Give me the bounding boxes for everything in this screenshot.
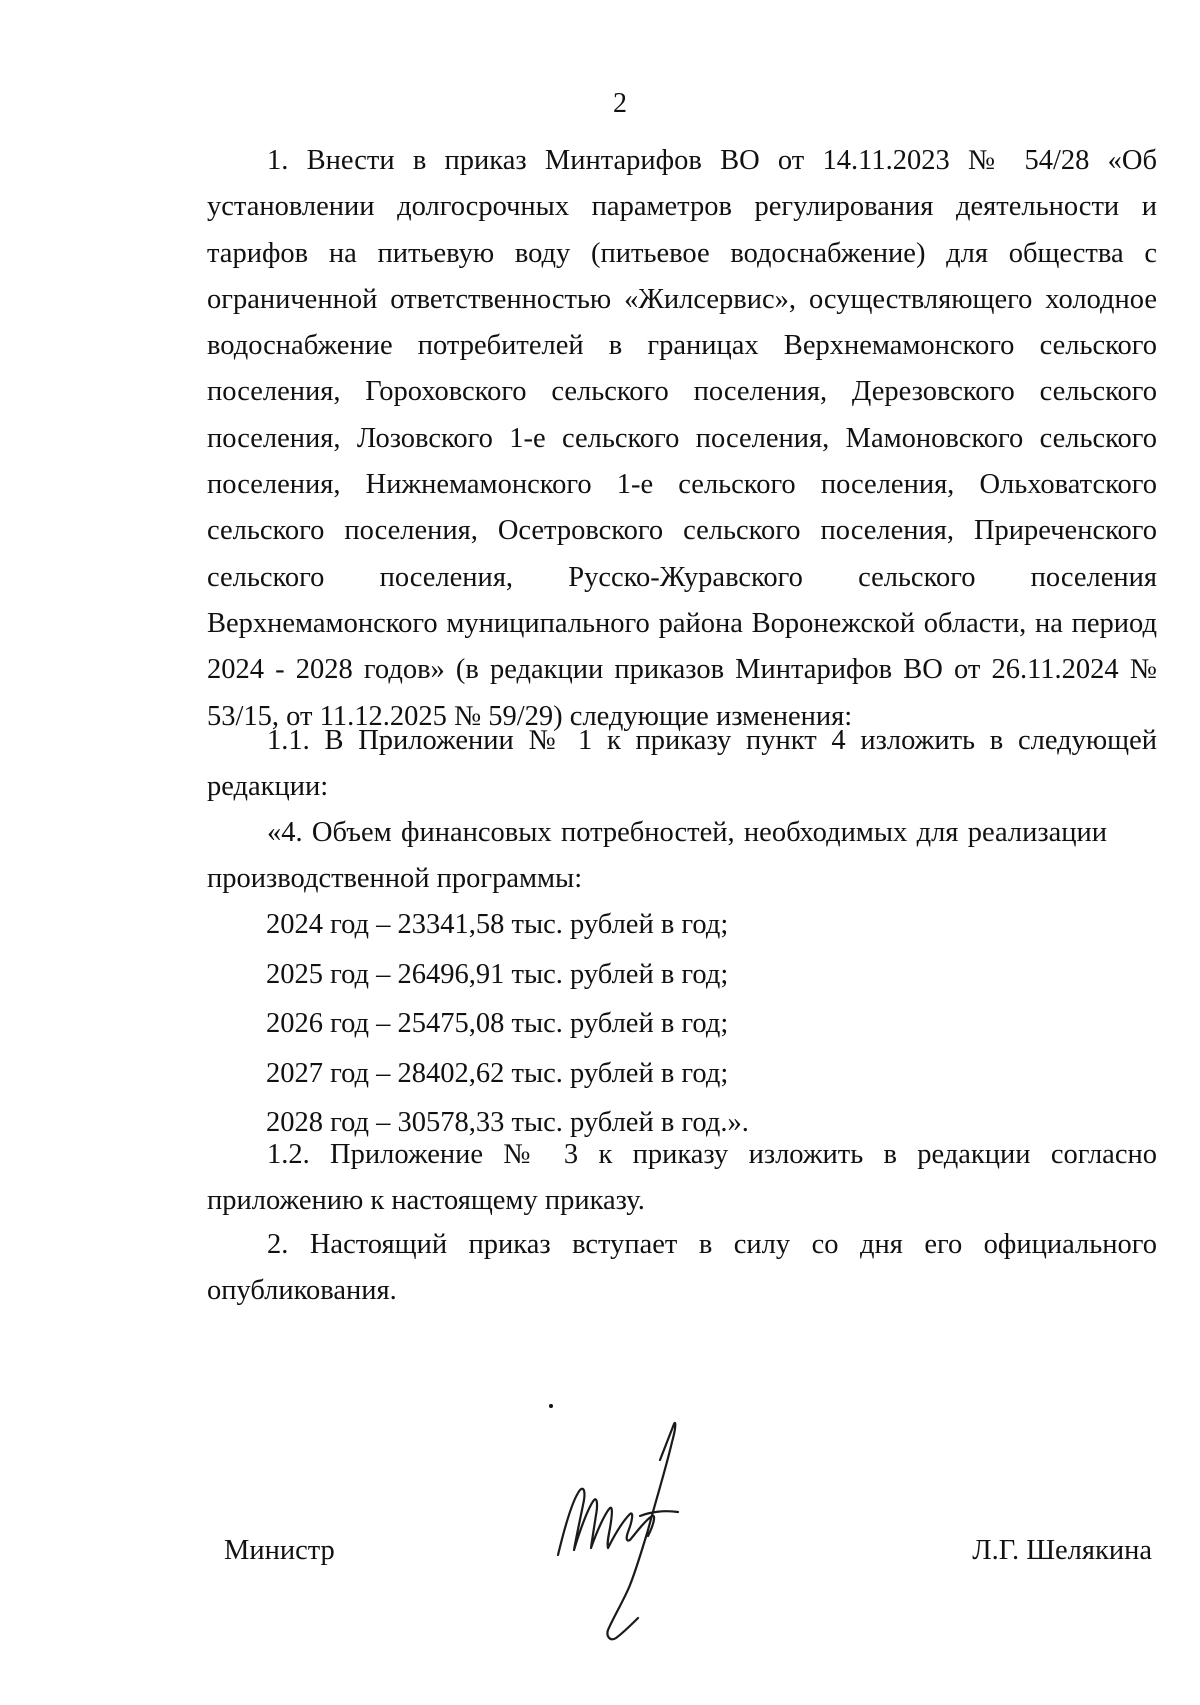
financial-item: 2028 год – 30578,33 тыс. рублей в год.».	[266, 1107, 749, 1138]
paragraph-1-1: 1.1. В Приложении № 1 к приказу пункт 4 изложить в следующей редакции:	[207, 725, 1157, 803]
signature-title: Министр	[224, 1535, 335, 1566]
financial-item: 2024 год – 23341,58 тыс. рублей в год;	[266, 909, 729, 940]
paragraph-1-2: 1.2. Приложение № 3 к приказу изложить в редакции согласно приложению к настоящему приказу.	[207, 1139, 1157, 1217]
paragraph-2: 2. Настоящий приказ вступает в силу со дня его официального опубликования.	[207, 1229, 1157, 1307]
paragraph-1-1-block	[207, 718, 1157, 811]
paragraph-2-block	[207, 1222, 1157, 1315]
financial-list	[266, 900, 749, 1148]
signature-name: Л.Г. Шелякина	[972, 1535, 1152, 1566]
paragraph-1: 1. Внести в приказ Минтарифов ВО от 14.11.2023 № 54/28 «Об установлении долгосрочных параметров регулирования деятельности и тарифов на питьевую воду (питьевое водоснабжение) для общества с ограниченной ответственностью «Жилсервис», осуществляющего холодное водоснабжение потребителей в границах Верхнемамонского сельского поселения, Гороховского сельского поселения, Дерезовского сельского поселения, Лозовского 1-е сельского поселения, Мамоновского сельского поселения, Нижнемамонского 1-е сельского поселения, Ольховатского сельского поселения, Осетровского сельского поселения, Приреченского сельского поселения, Русско-Журавского сельского поселения Верхнемамонского муниципального района Воронежской области, на период 2024 - 2028 годов» (в редакции приказов Минтарифов ВО от 26.11.2024 № 53/15, от 11.12.2025 № 59/29) следующие изменения:	[207, 145, 1157, 732]
paragraph-1-block	[207, 138, 1157, 740]
handwritten-signature-icon	[550, 1420, 710, 1650]
paragraph-1-1-quote-block	[207, 810, 1107, 903]
page-number: 2	[613, 88, 627, 119]
paragraph-1-1-quote: «4. Объем финансовых потребностей, необходимых для реализации производственной программы:	[207, 817, 1107, 895]
paragraph-1-2-block	[207, 1132, 1157, 1225]
financial-item: 2025 год – 26496,91 тыс. рублей в год;	[266, 958, 729, 990]
financial-item: 2026 год – 25475,08 тыс. рублей в год;	[266, 1008, 729, 1039]
stray-mark	[549, 1404, 553, 1408]
financial-item: 2027 год – 28402,62 тыс. рублей в год;	[266, 1057, 729, 1089]
